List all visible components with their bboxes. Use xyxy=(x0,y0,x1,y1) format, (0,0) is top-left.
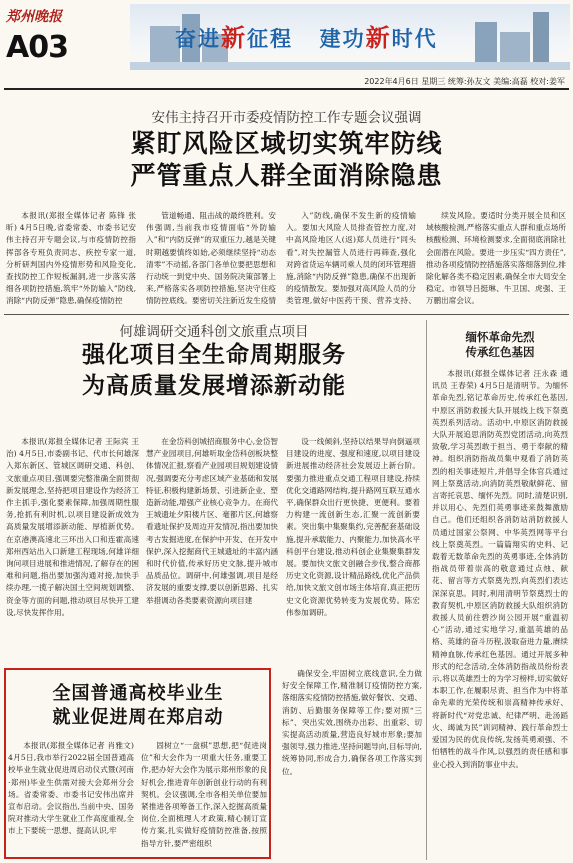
article1-column-4 xyxy=(426,210,566,306)
section-rule xyxy=(4,314,569,315)
article2-headline-1: 强化项目全生命周期服务 xyxy=(82,342,346,368)
article2-text: 设一线倾斜,坚持以结果导向倒逼项目建设的进度、强度和速度,以项目建设新进展推动经济社会发展迈上新台阶。要强力推进重点交通工程项目建设,持续优化交通路网结构,提升路网互联互通水平,确保群众出行更快捷、更便利。要着力构建一流创新生态,汇聚一流创新要素。突出集中集聚集约,完善配套基础设施,提升承载能力、内聚能力,加快高水平科创平台建设,推动科创企业集聚集群发展。要加快文旅文创融合步伐,整合商都历史文化资源,设计精品路线,优化产品供给,加快文旅文创市场主体培育,真正把历史文化资源优势转变为发展优势。陈宏伟参加调研。 xyxy=(286,437,420,617)
sidebar-text: 本报讯(郑报全媒体记者 汪永森 通讯员 王春荣) 4月5日是清明节。为缅怀革命先烈,铭记革命历史,传承红色基因,中原区消防救援大队开展线上线下祭奠英烈系列活动。活动中,中原区消防救援大队开展追思消防英烈党团活动,向英烈致敬,学习英烈敢于担当、勇于奉献的精神。组织消防指战员集中观看了消防英烈的相关事迹短片,并倡导全体官兵通过网上祭奠活动,向消防英烈敬献鲜花、留言寄托哀思、缅怀先烈。同时,清楚识别,并以用心、先烈们英勇事迹来鼓舞激励自己。他们还组织各消防站消防救援人员通过国家公祭网、中华英烈网等平台线上祭奠英烈。一篇篇翔实的史料、记载着无数革命先烈的英勇事迹,全体消防指战员带着崇高的敬意通过点烛、献花、留言等方式祭奠先烈,向英烈们表达深深哀思。同时,利用清明节祭奠烈士的教育契机,中原区消防救援大队组织消防救援人员前往碧沙岗公园开展“重温初心”活动,通过实地学习,重温英雄的品格、英雄的奋斗历程,汲取奋进力量,赓续精神血脉,传承红色基因。通过开展多种形式的纪念活动,全体消防指战员纷纷表示,将以英雄烈士的为学习榜样,切实做好本职工作,在履职尽责、担当作为中将革命先辈的光荣传统和崇高精神传承好、将新时代“对党忠诚、纪律严明、赴汤蹈火、竭诚为民”训词精神、践行革命烈士爱国为民的优良传统,发扬英勇顽强、不怕牺牲的战斗作风,以强烈的责任感和事业心投入到消防事业中去。 xyxy=(432,369,568,769)
article2-column-2 xyxy=(146,436,278,662)
article1-headline-2: 严管重点人群全面消除隐患 xyxy=(130,161,443,190)
article1-column-2 xyxy=(146,210,276,306)
sidebar-headline-1: 缅怀革命先烈 xyxy=(465,330,535,344)
article3-column-3 xyxy=(282,668,422,856)
slogan-highlight: 新 xyxy=(365,24,392,52)
article1-kicker: 安伟主持召开市委疫情防控工作专题会议强调 xyxy=(151,110,422,126)
slogan-part: 奋进 xyxy=(175,27,221,51)
dateline: 2022年4月6日 星期三 统筹:孙友文 美编:高磊 校对:姜军 xyxy=(364,77,565,86)
article2-column-1 xyxy=(6,436,139,662)
article3-headline-1: 全国普通高校毕业生 xyxy=(52,683,224,704)
article1-column-3 xyxy=(286,210,416,306)
slogan-part: 时代 xyxy=(391,27,438,51)
article3-headline-2: 就业促进周在郑启动 xyxy=(52,707,224,728)
slogan-part: 征程 xyxy=(247,27,293,51)
article1-text: 入”防线,确保不发生新的疫情输入。要加大风险人员排查管控力度,对中高风险地区人(返)郑人员进行“同头看”,对失控漏管人员进行再筛查,强化对跨省货运车辆司乘人员的闭环管理措施,消除“内防反弹”隐患,确保不出现新的疫情散发。要加强对高风险人员的分类管理,做好中医药干预、营养支持、 xyxy=(286,211,416,306)
paper-name: 郑州晚报 xyxy=(6,9,62,25)
article1-column-1 xyxy=(6,210,136,306)
article3-column-2 xyxy=(141,740,267,856)
header-rule xyxy=(4,88,569,90)
article1-text: 管道畅通、阻击战的最终胜利。安伟强调,当前我市疫情面临“外防输入”和“内防反弹”的双重压力,越是关键时期越要慎终如始,必须继续坚持“动态清零”不动摇,各部门各单位要把思想和行动统一到党中央、国务院决策部署上来,严格落实各项防控措施,坚决守住疫情防控底线。要密切关注新近发生疫情 xyxy=(146,211,276,306)
banner-slogan xyxy=(175,18,438,53)
skyline-base xyxy=(130,62,570,70)
slogan-part: 建功 xyxy=(319,27,366,51)
column-divider xyxy=(426,320,427,860)
article3-text: 本报讯(郑报全媒体记者 肖雅文) 4月5日,我市举行2022届全国普通高校毕业生就业促进周启动仪式暨(河南·郑州)毕业生供需对接大会郑州分会场。省委常委、市委书记安伟出席并宣布启动。会议指出,当前中央、国务院对推动大学生就业工作高度重视,全市上下要统一思想、提高认识,牢 xyxy=(8,741,134,836)
sidebar-body xyxy=(432,368,568,858)
article3-text: 确保安全,牢固树立底线意识,全力做好安全保障工作,精准制订疫情防控方案,落细落实疫情防控措施,做好餐饮、交通、消防、后勤服务保障等工作;要对照“三标”、突出实效,围绕办出彩、出重彩、切实提高活动质量,营造良好城市形象;要加强领导,强力推进,坚持问题导向,目标导向,统筹协同,形成合力,确保各项工作落实到位。 xyxy=(282,669,422,776)
article1-headline-1: 紧盯风险区域切实筑牢防线 xyxy=(130,129,443,158)
article2-column-3 xyxy=(286,436,420,662)
article2-text: 在金岱科创城招商服务中心,金岱智慧产业园项目,何雄听取金岱科创板块整体情况汇报,察看产业园项目规划建设情况,强调要充分考虑区域产业基础和发展特征,积极构建新场景、引进新企业、塑造新动能,增强产业核心竞争力。在商代王城遗址夕阳楼片区、毫都片区,何雄察看遗址保护及周边开发情况,指出要加快考古发掘进度,在保护中开发、在开发中保护,深入挖掘商代王城遗址的丰富内涵和时代价值,传承好历史文脉,提升城市品质品位。调研中,何雄强调,项目是经济发展的重要支撑,要以创新思路、扎实举措调动各类要素资源向项目建 xyxy=(146,437,278,605)
slogan-highlight: 新 xyxy=(221,24,247,52)
article2-kicker: 何雄调研交通科创文旅重点项目 xyxy=(119,324,309,340)
article1-text: 续发风险。要适时分类开展全员和区域核酸检测,严格落实重点人群和重点场所核酸检测、环境检测要求,全面彻底消除社会面潜在风险。要进一步压实“四方责任”,推动各项疫情防控措施落实落细落到位,排除化解各类不稳定因素,确保全市大局安全稳定。市领导吕挺琳、牛卫国、虎强、王万鹏出席会议。 xyxy=(426,211,566,306)
article1-text: 本报讯(郑报全媒体记者 陈锋 张昕) 4月5日晚,省委常委、市委书记安伟主持召开专题会议,与市疫情防控指挥部各专班负责同志、疾控专家一道,分析研判国内外疫情形势和风险变化,查找防控工作短板漏洞,进一步落实落细各项防控措施,筑牢“外防输入”防线,消除“内防反弹”隐患,确保疫情防控 xyxy=(6,211,136,306)
article3-column-1 xyxy=(8,740,134,856)
article2-headline-2: 为高质量发展增添新动能 xyxy=(82,373,346,399)
article2-text: 本报讯(郑报全媒体记者 王际宾 王治) 4月5日,市委副书记、代市长何雄深入郑东新区、管城区调研交通、科创、文旅重点项目,强调要完整准确全面贯彻新发展理念,坚持把项目建设作为经济工作主抓手,强化要素保障,加强周期性服务,抢抓有利时机,以项目建设新成效为高质量发展增添新动能、厚植新优势。在京港澳高速北三环出入口和连霍高速郑州西站出入口新建工程现场,何雄详细询问项目进展和推进情况,了解存在的困难和问题,指出要加强沟通对接,加快手续办理,一揽子解决国土空间规划调整、资金等方面的问题,推动项目尽快开工建设,尽快发挥作用。 xyxy=(6,437,139,617)
page-number: A03 xyxy=(6,30,68,65)
article3-text: 固树立“一盘棋”思想,把“促进岗位”和大会作为一项重大任务,重要工作,把办好大会作为展示郑州形象的良好机会,推进青年创新创业行动的有利契机。会议强调,全市各相关单位要加紧推进各项筹备工作,深入挖掘高质量岗位,全面梳理人才政策,精心制订宣传方案,扎实做好疫情防控准备,按照指导方针,要严密组织 xyxy=(141,741,267,848)
sidebar-headline-2: 传承红色基因 xyxy=(465,345,535,359)
